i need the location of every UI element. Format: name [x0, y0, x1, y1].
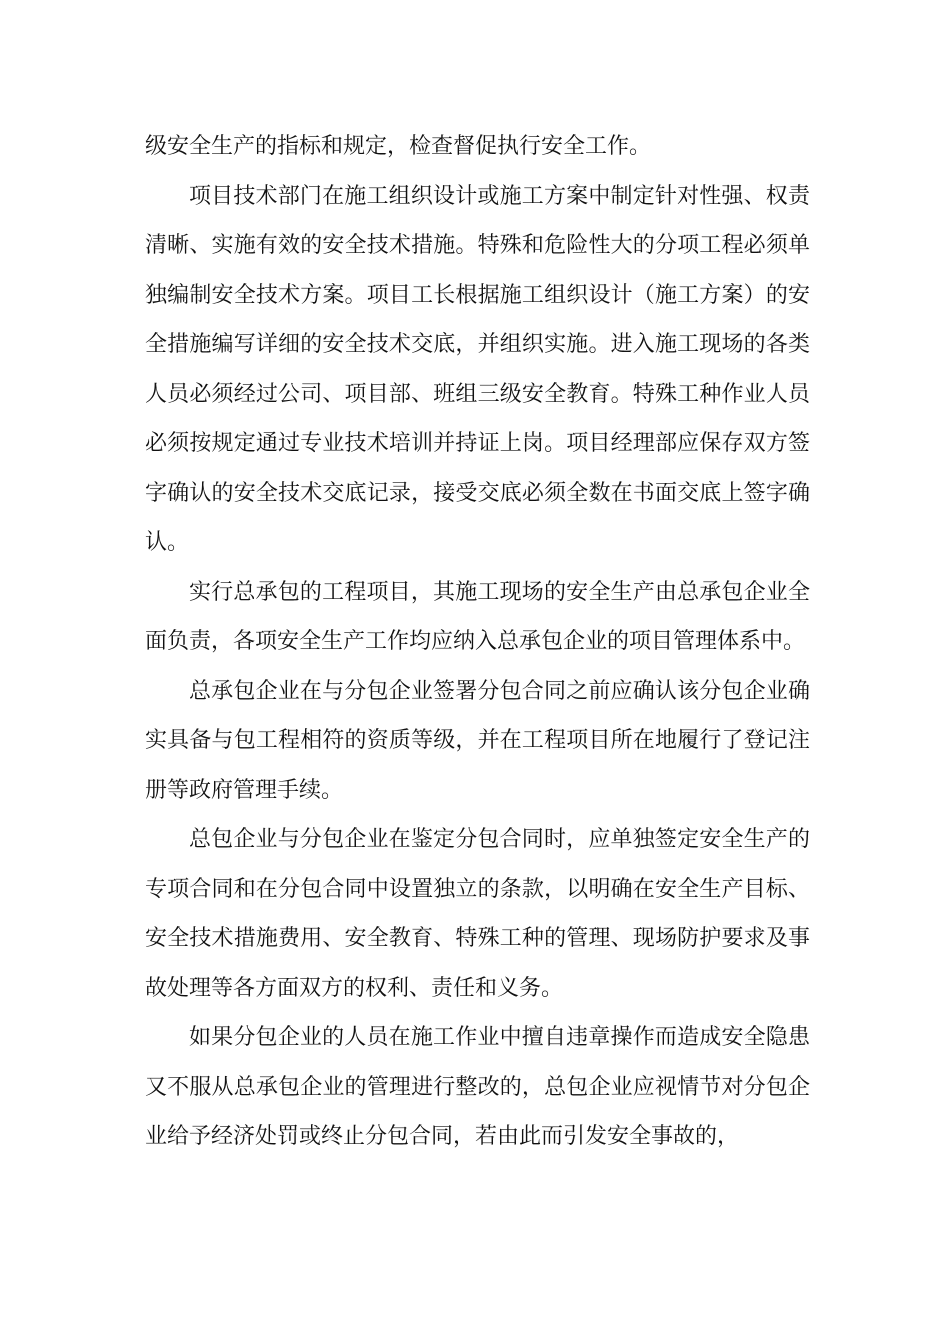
body-text: [145, 122, 810, 1162]
paragraph-6: 如果分包企业的人员在施工作业中擅自违章操作而造成安全隐患又不服从总承包企业的管理进行整改的，总包企业应视情节对分包企业给予经济处罚或终止分包合同，若由此而引发安全事故的，: [145, 1025, 810, 1149]
paragraph-5: 总包企业与分包企业在鉴定分包合同时，应单独签定安全生产的专项合同和在分包合同中设置独立的条款，以明确在安全生产目标、安全技术措施费用、安全教育、特殊工种的管理、现场防护要求及事故处理等各方面双方的权利、责任和义务。: [145, 827, 810, 1001]
paragraph-4: 总承包企业在与分包企业签署分包合同之前应确认该分包企业确实具备与包工程相符的资质等级，并在工程项目所在地履行了登记注册等政府管理手续。: [145, 678, 810, 803]
paragraph-1: 级安全生产的指标和规定，检查督促执行安全工作。: [145, 134, 652, 159]
paragraph-3: 实行总承包的工程项目，其施工现场的安全生产由总承包企业全面负责，各项安全生产工作均应纳入总承包企业的项目管理体系中。: [145, 579, 810, 654]
paragraph-2: 项目技术部门在施工组织设计或施工方案中制定针对性强、权责清晰、实施有效的安全技术措施。特殊和危险性大的分项工程必须单独编制安全技术方案。项目工长根据施工组织设计（施工方案）的安全措施编写详细的安全技术交底，并组织实施。进入施工现场的各类人员必须经过公司、项目部、班组三级安全教育。特殊工种作业人员必须按规定通过专业技术培训并持证上岗。项目经理部应保存双方签字确认的安全技术交底记录，接受交底必须全数在书面交底上签字确认。: [145, 183, 810, 555]
